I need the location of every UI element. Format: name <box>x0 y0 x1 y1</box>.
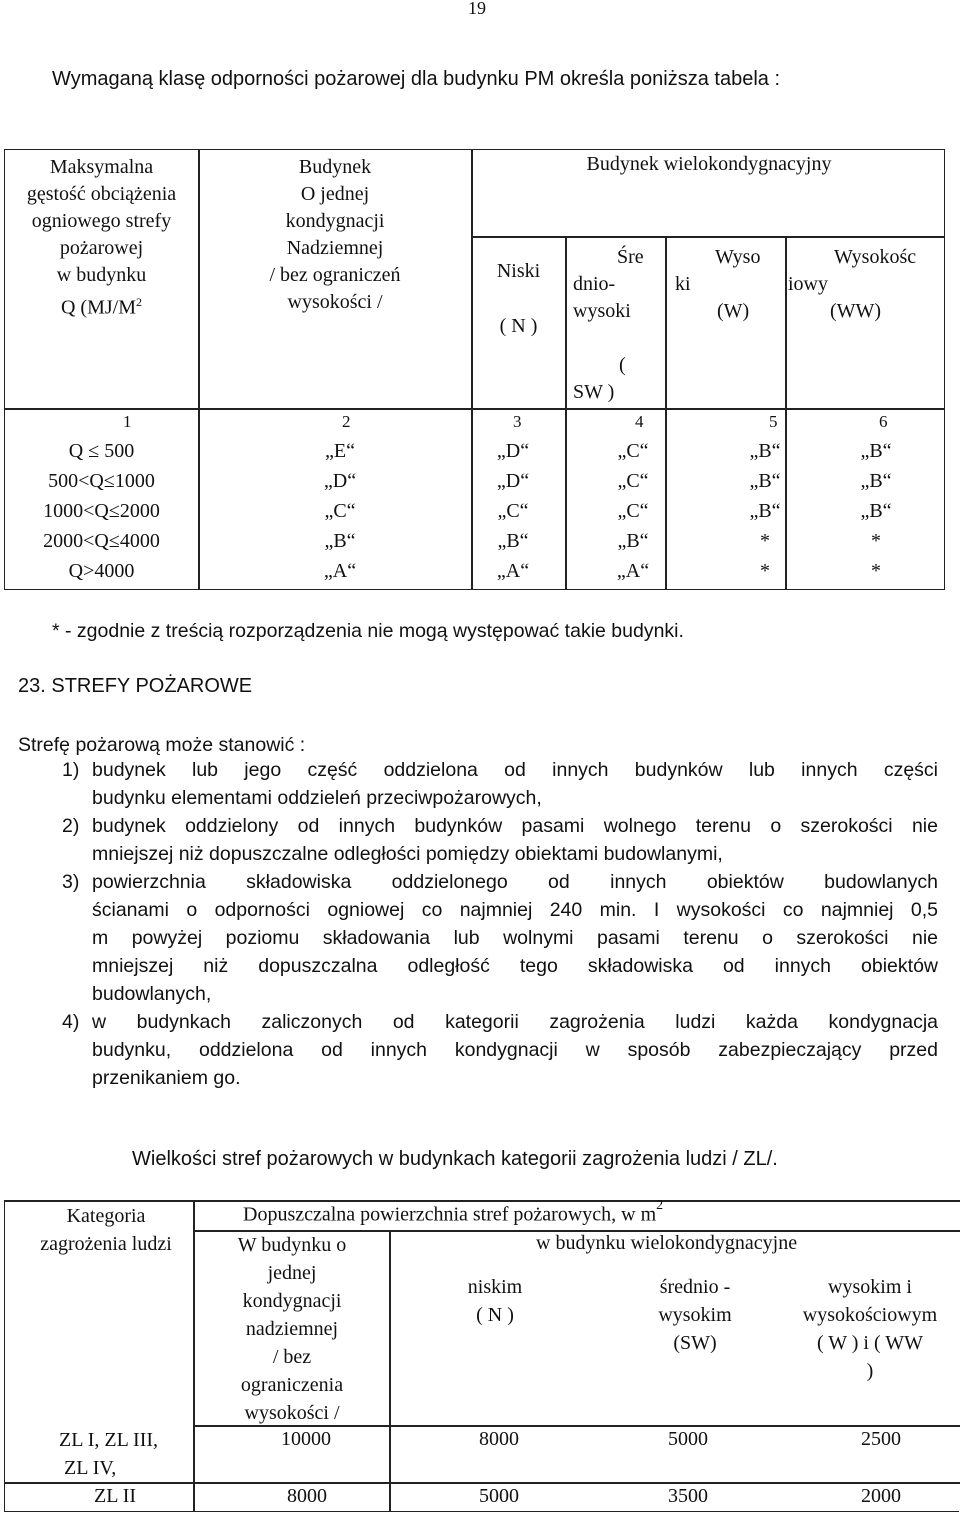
footnote: * - zgodnie z treścią rozporządzenia nie mogą występować takie budynki. <box>52 620 684 642</box>
list-item-line: budynek lub jego część oddzielona od innych budynków lub innych części <box>92 759 938 781</box>
list-item-number: 2) <box>62 815 80 837</box>
table1-row-q: 500<Q≤1000 <box>48 470 155 492</box>
list-item-line: mniejszej niż dopuszczalna odległość tego składowiska od innych obiektów <box>92 955 938 977</box>
fire-resistance-table <box>4 149 945 590</box>
table1-cell: „B“ <box>749 440 781 462</box>
table1-column-numbers: 1 2 3 4 5 6 <box>123 412 888 431</box>
table1-row-q: 1000<Q≤2000 <box>43 500 160 522</box>
list-item-number: 3) <box>62 871 80 893</box>
header-ki: ki <box>675 273 691 295</box>
table2-cell: 2000 <box>861 1485 901 1507</box>
table1-cell: „C“ <box>324 500 356 522</box>
header-single-storey-2: W budynku o jednej kondygnacji nadziemnej / bez ograniczenia wysokości / <box>237 1234 347 1424</box>
section-lead: Strefę pożarową może stanowić : <box>18 734 306 756</box>
table1-cell: * <box>760 560 770 582</box>
header-niski: Niski ( N ) <box>496 260 541 337</box>
table1-cell: „B“ <box>324 530 356 552</box>
table2-row-cat: ZL II <box>94 1485 137 1507</box>
header-wysokim: wysokim i wysokościowym ( W ) i ( WW ) <box>802 1276 938 1382</box>
table1-cell: „B“ <box>860 500 892 522</box>
header-allowed-area: Dopuszczalna powierzchnia stref pożarowych, w $m^2$ <box>243 1198 664 1226</box>
table1-cell: „B“ <box>749 500 781 522</box>
table2-cell: 5000 <box>479 1485 519 1507</box>
table2-cell: 5000 <box>668 1428 708 1450</box>
list-item <box>62 1008 938 1092</box>
table1-cell: „D“ <box>496 470 530 492</box>
table1-cell: „B“ <box>860 470 892 492</box>
table2-caption: Wielkości stref pożarowych w budynkach kategorii zagrożenia ludzi / ZL/. <box>132 1148 778 1170</box>
list-item-line: mniejszej niż dopuszczalne odległości pomiędzy obiektami budowlanymi, <box>92 843 723 865</box>
table1-row-q: Q ≤ 500 <box>68 440 135 462</box>
header-single-storey: Budynek O jednej kondygnacji Nadziemnej / bez ograniczeń wysokości / <box>269 156 401 313</box>
zone-size-table <box>4 1200 959 1512</box>
table2-cell: 10000 <box>281 1428 331 1450</box>
list-item-line: przenikaniem go. <box>92 1067 241 1089</box>
list-item-line: budynku elementami oddzieleń przeciwpożarowych, <box>92 787 542 809</box>
table1-cell: * <box>760 530 770 552</box>
table1-cell: „D“ <box>323 470 357 492</box>
table1-cell: „B“ <box>617 530 649 552</box>
table1-cell: „E“ <box>325 440 355 462</box>
table1-cell: „A“ <box>496 560 530 582</box>
list-item-line: budynek oddzielony od innych budynków pasami wolnego terenu o szerokości nie <box>92 815 938 837</box>
list-item-line: ścianami o odporności ogniowej co najmniej 240 min. I wysokości co najmniej 0,5 <box>92 899 938 921</box>
list-item-line: m powyżej poziomu składowania lub wolnymi pasami terenu o szerokości nie <box>92 927 938 949</box>
table1-cell: „C“ <box>617 470 649 492</box>
header-multi-storey-2: w budynku wielokondygnacyjne <box>536 1232 798 1254</box>
table1-row-q: Q>4000 <box>68 560 135 582</box>
header-density: Maksymalna gęstość obciążenia ogniowego strefy pożarowej w budynku Q ($MJ/M^2$ <box>26 156 177 319</box>
table1-cell: „A“ <box>616 560 650 582</box>
table1-cell: „D“ <box>496 440 530 462</box>
header-wysoki: Wyso (W) <box>715 246 761 322</box>
list-item-line: powierzchnia składowiska oddzielonego od innych obiektów budowlanych <box>92 871 938 893</box>
list-item-number: 1) <box>62 759 80 781</box>
list-item <box>62 868 938 1008</box>
table2-cell: 3500 <box>668 1485 708 1507</box>
table1-cell: „C“ <box>617 500 649 522</box>
header-sredniowysoki: Śre dnio- wysoki ( SW ) <box>573 246 644 403</box>
list-item <box>62 756 938 812</box>
zone-list <box>62 756 938 1092</box>
table1-cell: „C“ <box>617 440 649 462</box>
table2-cell: 8000 <box>479 1428 519 1450</box>
list-item-line: budynku, oddzielona od innych kondygnacji w sposób zabezpieczający przed <box>92 1039 938 1061</box>
table1-cell: * <box>871 530 881 552</box>
table2-row-cat: ZL I, ZL III, ZL IV, <box>59 1429 159 1479</box>
table1-cell: „A“ <box>323 560 357 582</box>
table1-cell: „B“ <box>497 530 529 552</box>
table1-cell: „B“ <box>860 440 892 462</box>
header-category: Kategoria zagrożenia ludzi <box>40 1205 172 1255</box>
header-multi-storey: Budynek wielokondygnacyjny <box>586 153 832 175</box>
table1-cell: „B“ <box>749 470 781 492</box>
list-item-line: budowlanych, <box>92 983 212 1005</box>
table2-cell: 8000 <box>287 1485 327 1507</box>
table1-row-q: 2000<Q≤4000 <box>43 530 160 552</box>
header-niskim: niskim ( N ) <box>467 1276 523 1326</box>
intro-text: Wymaganą klasę odporności pożarowej dla budynku PM określa poniższa tabela : <box>52 68 780 90</box>
header-wysokosciowy: Wysokośc iowy (WW) <box>788 246 917 322</box>
list-item-line: w budynkach zaliczonych od kategorii zagrożenia ludzi każda kondygnacja <box>92 1011 938 1033</box>
table1-cell: * <box>871 560 881 582</box>
list-item <box>62 812 938 868</box>
page-number: 19 <box>468 0 486 18</box>
list-item-number: 4) <box>62 1011 80 1033</box>
header-srednio: średnio - wysokim (SW) <box>658 1276 732 1354</box>
table1-cell: „C“ <box>497 500 529 522</box>
table2-cell: 2500 <box>861 1428 901 1450</box>
section-title: 23. STREFY POŻAROWE <box>18 675 253 697</box>
